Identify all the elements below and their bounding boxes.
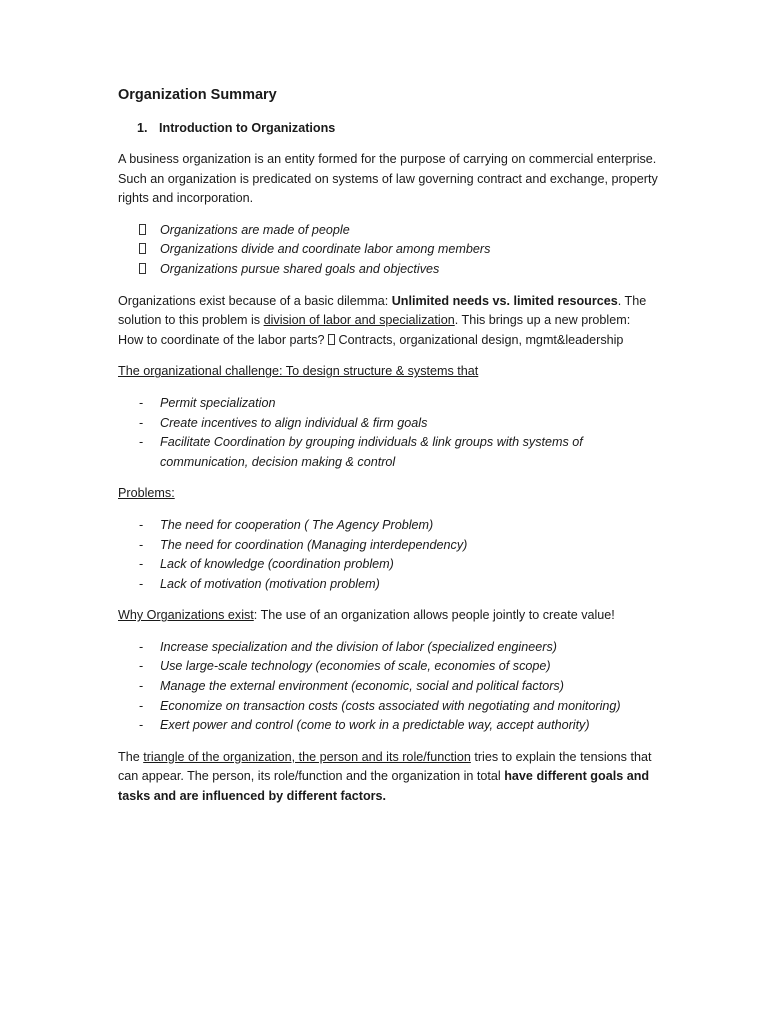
challenge-list bbox=[118, 394, 658, 472]
list-item: - Increase specialization and the division of labor (specialized engineers) bbox=[118, 638, 658, 658]
list-item: - Permit specialization bbox=[118, 394, 658, 414]
bullet-icon bbox=[139, 240, 146, 260]
list-item: - Use large-scale technology (economies of scale, economies of scope) bbox=[118, 657, 658, 677]
dash-marker: - bbox=[139, 415, 144, 430]
dash-marker: - bbox=[139, 659, 144, 674]
section-number: 1. bbox=[137, 121, 148, 135]
triangle-paragraph: The triangle of the organization, the person and its role/function tries to explain the tensions that can appear. The person, its role/function and the organization in total have different goals and tasks and are influenced by different factors. bbox=[118, 749, 652, 804]
list-item: Organizations pursue shared goals and objectives bbox=[118, 260, 658, 280]
page-title: Organization Summary bbox=[118, 87, 277, 103]
list-item: Organizations divide and coordinate labor among members bbox=[118, 240, 658, 260]
dash-marker: - bbox=[139, 557, 144, 572]
triangle-underline: triangle of the organization, the person and its role/function bbox=[143, 749, 471, 764]
dash-marker: - bbox=[139, 639, 144, 654]
list-item: - The need for coordination (Managing interdependency) bbox=[118, 536, 658, 556]
dash-marker: - bbox=[139, 679, 144, 694]
dash-marker: - bbox=[139, 576, 144, 591]
problems-heading: Problems: bbox=[118, 486, 175, 501]
dash-marker: - bbox=[139, 698, 144, 713]
arrow-icon bbox=[328, 333, 335, 347]
list-item: - Exert power and control (come to work in a predictable way, accept authority) bbox=[118, 716, 658, 736]
triangle-bold: have different goals and tasks and are influenced by different factors. bbox=[118, 769, 650, 804]
document-body bbox=[118, 85, 658, 819]
list-item: - Lack of motivation (motivation problem) bbox=[118, 575, 658, 595]
dash-marker: - bbox=[139, 537, 144, 552]
facts-list bbox=[118, 221, 658, 280]
section-heading bbox=[118, 119, 658, 138]
problems-list bbox=[118, 516, 658, 594]
dilemma-paragraph: Organizations exist because of a basic dilemma: Unlimited needs vs. limited resources. The solution to this problem is division of labor and specialization. This brings up a new problem: How to coordinate of the labor parts? Contracts, organizational design, mgmt&leadership bbox=[118, 293, 647, 347]
dash-marker: - bbox=[139, 718, 144, 733]
list-item: - The need for cooperation ( The Agency Problem) bbox=[118, 516, 658, 536]
dash-marker: - bbox=[139, 395, 144, 410]
dash-marker: - bbox=[139, 435, 144, 450]
list-item: - Economize on transaction costs (costs associated with negotiating and monitoring) bbox=[118, 697, 658, 717]
why-paragraph: Why Organizations exist: The use of an organization allows people jointly to create value! bbox=[118, 608, 615, 623]
bullet-icon bbox=[139, 260, 146, 280]
bullet-icon bbox=[139, 221, 146, 241]
list-item: - Manage the external environment (economic, social and political factors) bbox=[118, 677, 658, 697]
dilemma-bold: Unlimited needs vs. limited resources bbox=[391, 293, 618, 308]
list-item: - Create incentives to align individual & firm goals bbox=[118, 414, 658, 434]
intro-paragraph: A business organization is an entity formed for the purpose of carrying on commercial enterprise. Such an organization is predicated on systems of law governing contract and exchange, property rights and incorporation. bbox=[118, 152, 658, 206]
challenge-heading: The organizational challenge: To design structure & systems that bbox=[118, 364, 479, 379]
list-item: - Lack of knowledge (coordination problem) bbox=[118, 555, 658, 575]
dilemma-underline: division of labor and specialization bbox=[263, 313, 455, 328]
why-list bbox=[118, 638, 658, 736]
list-item: - Facilitate Coordination by grouping individuals & link groups with systems of communication, decision making & control bbox=[139, 435, 583, 469]
list-item: Organizations are made of people bbox=[118, 221, 658, 241]
section-title: Introduction to Organizations bbox=[159, 121, 336, 135]
dash-marker: - bbox=[139, 517, 144, 532]
